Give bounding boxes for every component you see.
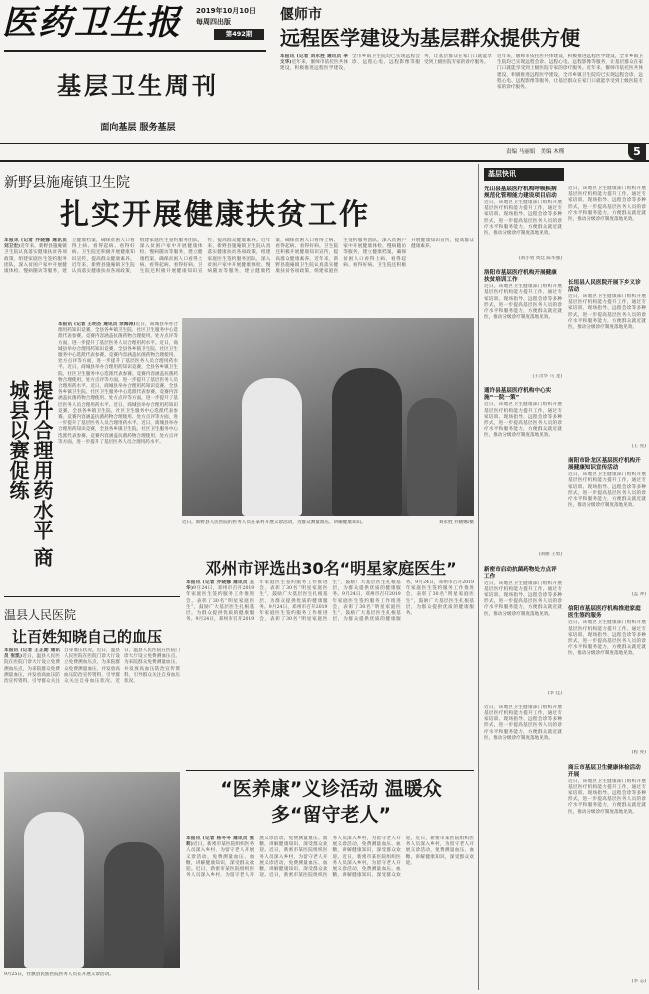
briefs-section-header	[484, 168, 564, 181]
star-doctor-text-4: 9月24日，邓州市召开2019年家庭医生签约服务工作推进会，表彰了30名“明星家庭医生”，鼓励广大基层医生扎根基层，为群众提供优质的健康服务。	[332, 580, 416, 623]
briefs-section-label: 基层快讯	[488, 170, 516, 178]
supplement-title: 基层卫生周刊	[57, 72, 219, 100]
clinic-text-5: 近日，新密市某医院组织医务人员深入乡村，为留守老人开展义诊活动，免费测量血压、血糖，讲解健康知识，深受群众欢迎。	[332, 836, 416, 879]
clinic-text-4: 近日，新密市某医院组织医务人员深入乡村，为留守老人开展义诊活动，免费测量血压、血糖，讲解健康知识，深受群众欢迎。	[269, 836, 401, 879]
clinic-byline: 本报讯 (记者 杨冬冬 通讯员 张 莉)	[186, 836, 255, 848]
brief-title: 长垣县人民医院开展下乡义诊活动	[568, 280, 641, 293]
top-story-text: 近年来，偃师市依托医共体建设，积极推进远程医学建设，全市乡镇卫生院均已实现远程会诊、远程心电、远程影像等服务，让基层群众在家门口就能享受到上级医院专家的诊疗服务。	[280, 54, 492, 72]
issue-date: 2019年10月10日	[196, 7, 256, 15]
bp-text-2: 近日，温县人民医院在医院门诊大厅设立免费测血压点，为来院群众免费测量血压，并发放高血压防治宣传资料，引导群众关注自身血压状况。	[64, 648, 120, 685]
brief-item	[484, 186, 562, 262]
side-story-text-6: 近日，商城县举办合理用药知识竞赛，全县各乡镇卫生院、社区卫生服务中心选派代表参赛。竞赛内容涵盖抗菌药物合理使用、处方点评等方面，进一步提升了基层医务人员合理用药水平。	[58, 421, 178, 445]
main-photo-caption-text: 近日，新野县人民医院的医务人员在某村开展义诊活动，为群众测量血压、讲解健康知识。	[182, 520, 366, 525]
brief-title: 光山县基层医疗机构呼吸疾病规范化管理能力建设项目启动	[484, 186, 557, 199]
main-photo-caption	[182, 520, 474, 546]
brief-title: 信阳市基层医疗机构推进家庭医生签约服务	[568, 606, 641, 620]
header-rule	[0, 143, 649, 144]
bp-headline: 让百姓知晓自己的血压	[12, 628, 163, 646]
brief-item	[568, 458, 646, 598]
bp-text: 近日，温县人民医院在医院门诊大厅设立免费测血压点，为来院群众免费测量血压，并发放高血压防治宣传资料，引导群众关注自身血压状况。	[4, 648, 97, 685]
brief-title: 商丘市基层卫生健康体检活动开展	[568, 764, 641, 778]
side-story-text-4: 近日，商城县举办合理用药知识竞赛，全县各乡镇卫生院、社区卫生服务中心选派代表参赛。竞赛内容涵盖抗菌药物合理使用、处方点评等方面，进一步提升了基层医务人员合理用药水平。	[58, 384, 178, 408]
brief-text: 近日，该地区卫生健康部门组织开展基层医疗机构能力提升工作，通过专家培训、现场指导、远程会诊等多种形式，进一步提高基层医务人员的诊疗水平和服务能力，方便群众就近就医，推动分级诊疗制度落地见效。	[484, 402, 562, 439]
photo-figure-1	[242, 378, 302, 516]
star-doctor-text-5: 9月24日，邓州市召开2019年家庭医生签约服务工作推进会，表彰了30名“明星家庭医生”，鼓励广大基层医生扎根基层，为群众提供优质的健康服务。	[405, 580, 474, 617]
side-story-text: 近日，商城县举办合理用药知识竞赛，全县各乡镇卫生院、社区卫生服务中心选派代表参赛。竞赛内容涵盖抗菌药物合理使用、处方点评等方面，进一步提升了基层医务人员合理用药水平。	[58, 322, 178, 346]
designer-label: 美编	[540, 149, 552, 155]
top-story	[275, 0, 647, 142]
brief-byline: (孟 冲)	[631, 592, 646, 598]
main-story-text: 近年来，新野县施庵镇卫生院认真落实健康扶贫各项政策，组建家庭医生签约服务团队，深入贫困户家中开展健康体检、慢病随访等服务，建立健康档案，确保贫困人口看得上病、看得起病、看得好病。卫生院还积极开展健康知识宣传，提高群众健康素养。	[4, 238, 135, 275]
clinic-text-3: 近日，新密市某医院组织医务人员深入乡村，为留守老人开展义诊活动，免费测量血压、血糖，讲解健康知识，深受群众欢迎。	[259, 848, 328, 879]
side-story-headline: 提升合理用药水平 商城县以赛促练	[6, 380, 54, 567]
brief-text: 近日，该地区卫生健康部门组织开展基层医疗机构能力提升工作，通过专家培训、现场指导、远程会诊等多种形式，进一步提高基层医务人员的诊疗水平和服务能力，方便群众就近就医，推动分级诊疗制度落地见效。	[568, 778, 646, 815]
photo-figure-3	[407, 398, 457, 516]
side-story-byline: 本报讯 (记者 王明杰 通讯员 余海涛)	[58, 322, 136, 327]
masthead	[0, 0, 270, 142]
brief-item	[484, 567, 562, 697]
star-doctor-headline: 邓州市评选出30名“明星家庭医生”	[205, 559, 457, 578]
top-story-byline: 本报讯 (记者 刘永胜 通讯员 李文华)	[280, 54, 348, 66]
side-story-text-3: 近日，商城县举办合理用药知识竞赛，全县各乡镇卫生院、社区卫生服务中心选派代表参赛。竞赛内容涵盖抗菌药物合理使用、处方点评等方面，进一步提升了基层医务人员合理用药水平。	[58, 365, 178, 390]
bp-photo	[4, 772, 180, 968]
brief-byline: (李 佳)	[547, 690, 562, 696]
top-story-continued	[497, 54, 643, 134]
bp-photo-caption: 9月25日，社旗县民族医院医务人员在开展义诊活动。	[4, 972, 114, 977]
header-bottom-rule	[0, 160, 649, 162]
bp-byline: 本报讯 (记者 王正勋 通讯员 张凯)	[4, 648, 60, 660]
brief-title: 新密市启动抗菌药物处方点评工作	[484, 566, 557, 580]
top-story-region: 偃师市	[280, 7, 322, 23]
briefs-column	[484, 186, 646, 990]
main-story-headline: 扎实开展健康扶贫工作	[60, 197, 371, 231]
bp-photo-figure-1	[24, 812, 84, 968]
main-story-text-3: 近年来，新野县施庵镇卫生院认真落实健康扶贫各项政策，组建家庭医生签约服务团队，深入贫困户家中开展健康体检、慢病随访等服务，建立健康档案，确保贫困人口看得上病、看得起病、看得好病。卫生院还积极开展健康知识宣传，提高群众健康素养。	[207, 238, 339, 275]
brief-byline: (李 志)	[631, 978, 646, 984]
photo-figure-2	[332, 368, 402, 516]
top-story-body	[280, 54, 492, 138]
brief-title: 南阳市卧龙区基层医疗机构开展健康知识宣传活动	[568, 458, 641, 472]
bp-photo-figure-2	[104, 842, 164, 968]
star-doctor-text-3: 9月24日，邓州市召开2019年家庭医生签约服务工作推进会，表彰了30名“明星家庭医生”，鼓励广大基层医生扎根基层，为群众提供优质的健康服务。	[259, 580, 401, 623]
clinic-text: 近日，新密市某医院组织医务人员深入乡村，为留守老人开展义诊活动，免费测量血压、血糖，讲解健康知识，深受群众欢迎。	[186, 842, 255, 873]
main-story-kicker: 新野县施庵镇卫生院	[4, 175, 130, 191]
brief-text: 近日，该地区卫生健康部门组织开展基层医疗机构能力提升工作，通过专家培训、现场指导、远程会诊等多种形式，进一步提高基层医务人员的诊疗水平和服务能力，方便群众就近就医，推动分级诊疗制度落地见效。	[484, 704, 562, 741]
brief-text: 近日，该地区卫生健康部门组织开展基层医疗机构能力提升工作，通过专家培训、现场指导、远程会诊等多种形式，进一步提高基层医务人员的诊疗水平和服务能力，方便群众就近就医，推动分级诊疗制度落地见效。	[484, 284, 562, 321]
brief-title: 洛阳市基层医疗机构开展健康扶贫培训工作	[484, 270, 557, 284]
clinic-text-2: 近日，新密市某医院组织医务人员深入乡村，为留守老人开展义诊活动，免费测量血压、血糖，讲解健康知识，深受群众欢迎。	[186, 836, 328, 879]
newspaper-logo: 医药卫生报	[2, 3, 182, 43]
bp-kicker: 温县人民医院	[4, 608, 77, 622]
brief-byline: (王 亮)	[631, 444, 646, 449]
top-story-text-3: 近年来，偃师市依托医共体建设，积极推进远程医学建设，全市乡镇卫生院均已实现远程会诊、远程心电、远程影像等服务，让基层群众在家门口就能享受到上级医院专家的诊疗服务。	[497, 66, 643, 91]
star-doctor-body	[186, 580, 474, 760]
brief-item	[484, 388, 562, 558]
main-story-text-2: 近年来，新野县施庵镇卫生院认真落实健康扶贫各项政策，组建家庭医生签约服务团队，深入贫困户家中开展健康体检、慢病随访等服务，建立健康档案，确保贫困人口看得上病、看得起病、看得好病。卫生院还积极开展健康知识宣传，提高群众健康素养。	[71, 238, 261, 275]
brief-byline: (刘丽 王勇)	[538, 552, 562, 558]
briefs-left-rule	[478, 164, 479, 990]
brief-item	[568, 606, 646, 756]
briefs-col-a	[484, 186, 562, 990]
bp-top-rule	[4, 596, 180, 597]
brief-text: 近日，该地区卫生健康部门组织开展基层医疗机构能力提升工作，通过专家培训、现场指导、远程会诊等多种形式，进一步提高基层医务人员的诊疗水平和服务能力，方便群众就近就医，推动分级诊疗制度落地见效。	[568, 620, 646, 657]
clinic-top-rule	[186, 770, 474, 771]
bp-text-3: 近日，温县人民医院在医院门诊大厅设立免费测血压点，为来院群众免费测量血压，并发放高血压防治宣传资料，引导群众关注自身血压状况。	[115, 648, 180, 685]
main-story-byline: 本报讯 (记者 乔晓娜 通讯员 刘卫宏)	[4, 238, 67, 250]
brief-title: 通许县基层医疗机构中心实施“一院一策”	[484, 388, 552, 402]
bp-body	[4, 648, 180, 768]
brief-text: 近日，该地区卫生健康部门组织开展基层医疗机构能力提升工作，通过专家培训、现场指导、远程会诊等多种形式，进一步提高基层医务人员的诊疗水平和服务能力，方便群众就近就医，推动分级诊疗制度落地见效。	[568, 294, 646, 331]
brief-text: 近日，该地区卫生健康部门组织开展基层医疗机构能力提升工作，通过专家培训、现场指导、远程会诊等多种形式，进一步提高基层医务人员的诊疗水平和服务能力，方便群众就近就医，推动分级诊疗制度落地见效。	[484, 200, 562, 237]
briefs-col-b	[568, 186, 646, 990]
brief-text: 近日，该地区卫生健康部门组织开展基层医疗机构能力提升工作，通过专家培训、现场指导、远程会诊等多种形式，进一步提高基层医务人员的诊疗水平和服务能力，方便群众就近就医，推动分级诊疗制度落地见效。	[484, 580, 562, 617]
brief-byline: (刘小勇 黄廷 陈华强)	[518, 256, 562, 261]
top-story-headline: 远程医学建设为基层群众提供方便	[280, 26, 580, 50]
brief-item	[568, 280, 646, 450]
brief-text: 近日，该地区卫生健康部门组织开展基层医疗机构能力提升工作，通过专家培训、现场指导、远程会诊等多种形式，进一步提高基层医务人员的诊疗水平和服务能力，方便群众就近就医，推动分级诊疗制度落地见效。	[568, 186, 646, 223]
main-story-text-4: 近年来，新野县施庵镇卫生院认真落实健康扶贫各项政策，组建家庭医生签约服务团队，深入贫困户家中开展健康体检、慢病随访等服务，建立健康档案，确保贫困人口看得上病、看得起病、看得好病。卫生院还积极开展健康知识宣传，提高群众健康素养。	[275, 238, 474, 275]
editor-label: 责编	[506, 149, 518, 155]
publish-frequency: 每周四出版	[196, 18, 231, 26]
brief-byline: (程 亮)	[631, 750, 646, 756]
clinic-body	[186, 836, 474, 988]
star-doctor-byline: 本报讯 (记者 乔晓娜 通讯员 王 华)	[186, 580, 255, 592]
main-story-photo	[182, 318, 474, 516]
editor-credits	[506, 147, 626, 155]
star-doctor-text-2: 9月24日，邓州市召开2019年家庭医生签约服务工作推进会，表彰了30名“明星家庭医生”，鼓励广大基层医生扎根基层，为群众提供优质的健康服务。	[195, 580, 328, 623]
brief-text: 近日，该地区卫生健康部门组织开展基层医疗机构能力提升工作，通过专家培训、现场指导、远程会诊等多种形式，进一步提高基层医务人员的诊疗水平和服务能力，方便群众就近就医，推动分级诊疗制度落地见效。	[568, 472, 646, 509]
brief-item	[484, 270, 562, 380]
supplement-slogan: 面向基层 服务基层	[100, 123, 176, 133]
page-number: 5	[628, 144, 646, 160]
side-story-body	[58, 322, 178, 590]
clinic-headline: “医养康”义诊活动 温暖众多“留守老人”	[220, 778, 442, 826]
main-photo-credit: 刘永胜 乔晓娜/摄	[438, 520, 474, 525]
issue-number: 第492期	[214, 29, 264, 40]
clinic-text-6: 近日，新密市某医院组织医务人员深入乡村，为留守老人开展义诊活动，免费测量血压、血糖，讲解健康知识，深受群众欢迎。	[405, 836, 474, 866]
side-story-text-2: 近日，商城县举办合理用药知识竞赛，全县各乡镇卫生院、社区卫生服务中心选派代表参赛。竞赛内容涵盖抗菌药物合理使用、处方点评等方面，进一步提升了基层医务人员合理用药水平。	[58, 340, 178, 371]
designer-name: 木槿	[553, 149, 565, 155]
main-story-body	[4, 238, 474, 314]
masthead-divider	[4, 50, 266, 52]
top-story-text-2: 近年来，偃师市依托医共体建设，积极推进远程医学建设，全市乡镇卫生院均已实现远程会诊、远程心电、远程影像等服务，让基层群众在家门口就能享受到上级医院专家的诊疗服务。	[497, 54, 643, 72]
brief-item	[568, 765, 646, 985]
brief-byline: (王奇华 马 龙)	[532, 374, 562, 380]
editor-name: 马丽娟	[518, 149, 536, 155]
side-story-text-5: 近日，商城县举办合理用药知识竞赛，全县各乡镇卫生院、社区卫生服务中心选派代表参赛。竞赛内容涵盖抗菌药物合理使用、处方点评等方面，进一步提升了基层医务人员合理用药水平。	[58, 402, 178, 427]
star-doctor-text: 9月24日，邓州市召开2019年家庭医生签约服务工作推进会，表彰了30名“明星家庭医生”，鼓励广大基层医生扎根基层，为群众提供优质的健康服务。	[186, 586, 255, 623]
